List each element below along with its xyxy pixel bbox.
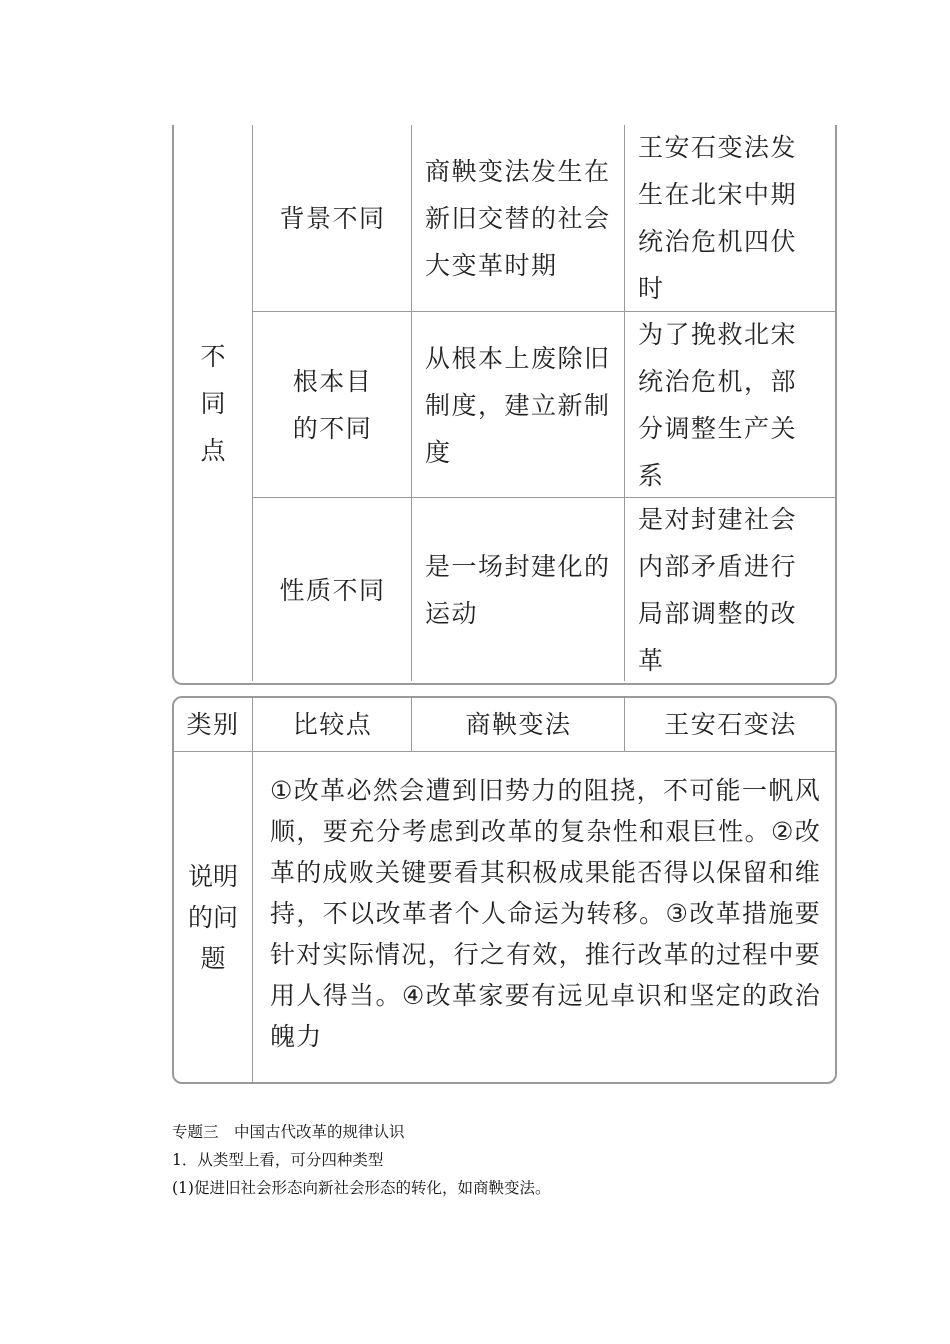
lessons-content: ①改革必然会遭到旧势力的阻挠，不可能一帆风顺，要充分考虑到改革的复杂性和艰巨性。②改革的成败关键要看其积极成果能否得以保留和维持，不以改革者个人命运为转移。③改革措施要针对实际情况，行之有效，推行改革的过程中要用人得当。④改革家要有远见卓识和坚定的政治魄力	[270, 776, 821, 1051]
lessons-content-cell	[254, 766, 835, 1078]
aspect-label: 性质不同	[279, 575, 386, 605]
shang-yang-text: 是一场封建化的运动	[425, 552, 611, 628]
header-comparison-label: 比较点	[292, 710, 373, 739]
wang-anshi-text: 为了挽救北宋统治危机，部分调整生产关系	[638, 320, 798, 490]
comparison-table-differences	[172, 125, 837, 685]
point-1-sub: (1)促进旧社会形态向新社会形态的转化，如商鞅变法。	[172, 1179, 551, 1197]
wang-anshi-text: 是对封建社会内部矛盾进行局部调整的改革	[638, 505, 798, 675]
header-shang-yang	[413, 698, 624, 751]
wang-anshi-cell	[626, 125, 835, 311]
group-label-cell	[174, 125, 252, 681]
row-label: 说明的问题	[187, 862, 238, 973]
header-wang-anshi-label: 王安石变法	[664, 710, 797, 739]
header-category	[174, 698, 252, 751]
wang-anshi-cell	[626, 499, 835, 681]
topic-heading: 专题三 中国古代改革的规律认识	[172, 1123, 405, 1141]
shang-yang-text: 从根本上废除旧制度，建立新制度	[425, 343, 611, 467]
header-comparison-point	[254, 698, 411, 751]
point-1: 1．从类型上看，可分四种类型	[172, 1151, 384, 1169]
aspect-label: 背景不同	[279, 203, 386, 233]
aspect-label: 根本目的不同	[292, 367, 373, 443]
wang-anshi-text: 王安石变法发生在北宋中期统治危机四伏时	[638, 133, 798, 303]
aspect-cell	[254, 313, 411, 497]
aspect-cell	[254, 499, 411, 681]
shang-yang-cell	[413, 499, 624, 681]
row-label-cell	[174, 753, 252, 1082]
lessons-table	[172, 696, 837, 1084]
header-wang-anshi	[626, 698, 835, 751]
shang-yang-cell	[413, 125, 624, 311]
group-label: 不同点	[200, 341, 226, 465]
header-category-label: 类别	[186, 710, 240, 739]
wang-anshi-cell	[626, 313, 835, 497]
aspect-cell	[254, 125, 411, 311]
shang-yang-cell	[413, 313, 624, 497]
header-shang-yang-label: 商鞅变法	[465, 710, 572, 739]
shang-yang-text: 商鞅变法发生在新旧交替的社会大变革时期	[425, 156, 611, 280]
